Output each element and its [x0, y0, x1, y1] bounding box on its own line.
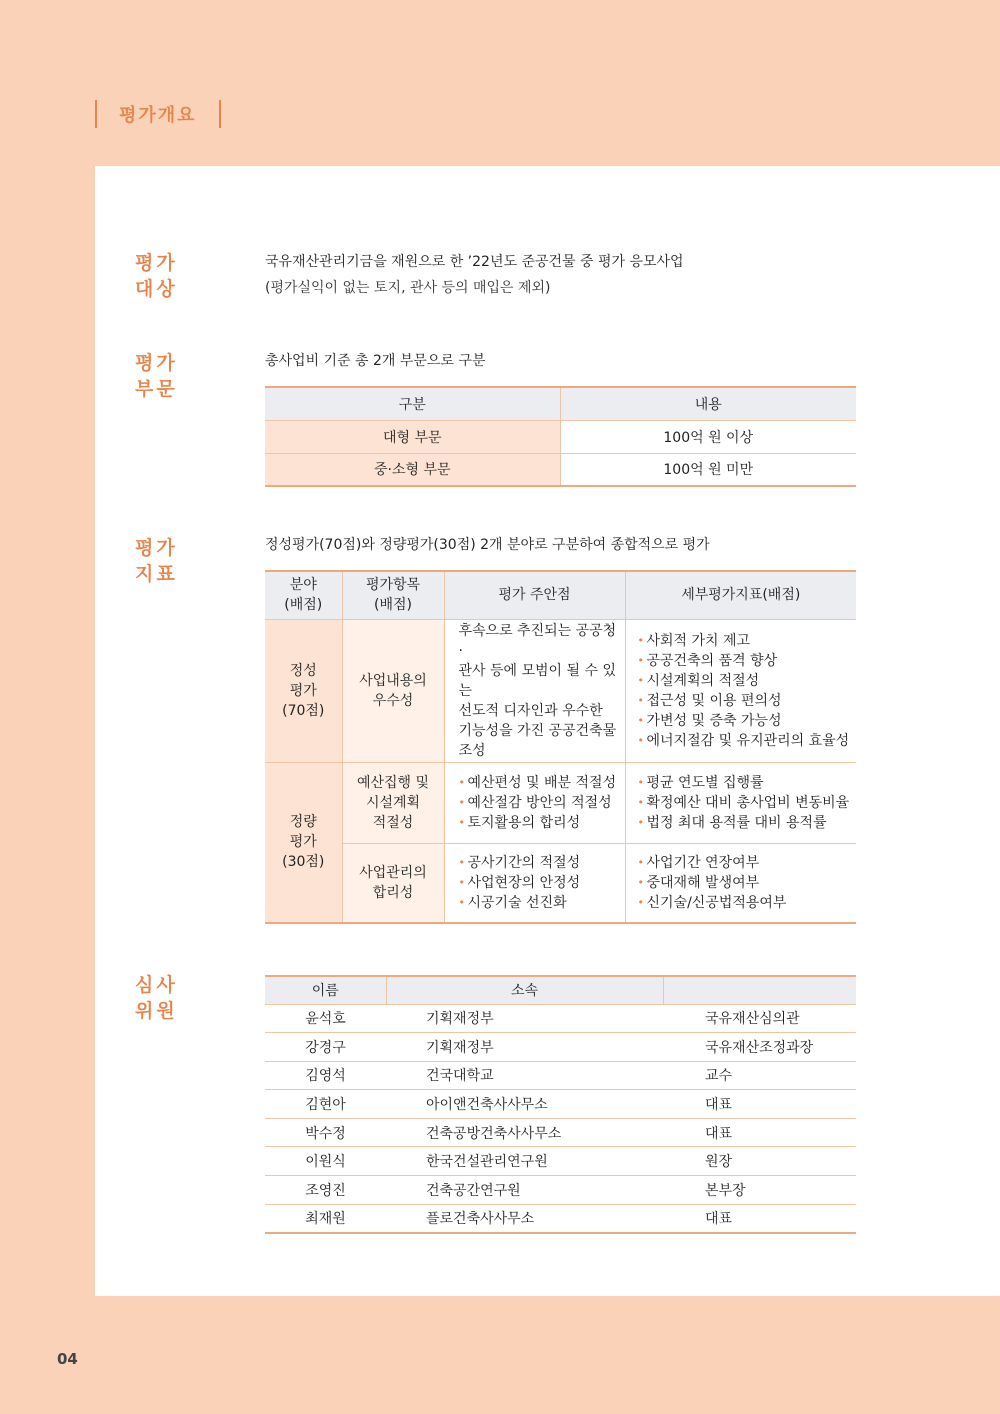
list-item: • 접근성 및 이용 편의성 — [638, 691, 857, 711]
item-line: 사업내용의 — [359, 672, 427, 689]
member-affiliation: 한국건설관리연구원 — [386, 1147, 663, 1176]
member-position: 국유재산심의관 — [663, 1004, 856, 1033]
indicator-list — [638, 773, 857, 833]
list-item: • 평균 연도별 집행률 — [638, 773, 857, 793]
target-label-line2: 대상 — [135, 278, 178, 300]
member-position: 대표 — [705, 1211, 733, 1228]
page-number: 04 — [57, 1350, 78, 1368]
header-cell: 소속 — [386, 976, 663, 1004]
header-left-bar — [95, 100, 97, 128]
note-cell — [444, 619, 625, 762]
member-position: 국유재산조정과장 — [663, 1033, 856, 1062]
member-name: 김영석 — [265, 1061, 386, 1090]
indicator-label-line1: 평가 — [135, 537, 178, 559]
header-line: 분야 — [289, 577, 317, 594]
indicator-label-line2: 지표 — [135, 563, 178, 585]
member-name: 박수정 — [265, 1118, 386, 1147]
division-criteria: 100억 원 미만 — [663, 462, 754, 479]
table-header-row — [265, 976, 856, 1004]
list-item: • 에너지절감 및 유지관리의 효율성 — [638, 731, 857, 751]
target-label-line1: 평가 — [135, 252, 178, 274]
note-line: 기능성을 가진 공공건축물 — [458, 722, 617, 739]
indicator-list — [638, 853, 857, 913]
table-row — [265, 1061, 856, 1090]
area-line: (70점) — [282, 702, 325, 719]
list-item: • 토지활용의 합리성 — [459, 813, 619, 833]
area-cell — [265, 762, 342, 923]
note-list — [459, 853, 619, 913]
list-item: • 사업기간 연장여부 — [638, 853, 857, 873]
committee-label-line1: 심사 — [135, 974, 178, 996]
indicator-list — [638, 631, 857, 751]
member-position: 원장 — [663, 1147, 856, 1176]
table-row — [265, 843, 856, 923]
table-row — [265, 1004, 856, 1033]
table-row — [265, 420, 856, 453]
header-cell: 내용 — [560, 387, 856, 420]
item-line: 예산집행 및 — [356, 774, 430, 791]
table-row — [265, 762, 856, 843]
header-title: 평가개요 — [119, 105, 197, 126]
committee-label-line2: 위원 — [135, 1000, 178, 1022]
target-description: 국유재산관리기금을 재원으로 한 ’22년도 준공건물 중 평가 응모사업 — [265, 254, 684, 270]
list-item: • 법정 최대 용적률 대비 용적률 — [638, 813, 857, 833]
member-name: 김현아 — [265, 1090, 386, 1119]
list-item: • 중대재해 발생여부 — [638, 873, 857, 893]
division-name: 대형 부문 — [265, 420, 560, 453]
list-item: • 예산절감 방안의 적절성 — [459, 793, 619, 813]
indicator-cell — [625, 619, 856, 762]
note-cell — [444, 762, 625, 843]
division-text: 총사업비 기준 총 2개 부문으로 구분 — [265, 353, 486, 369]
indicator-label — [135, 535, 178, 587]
note-cell — [444, 843, 625, 923]
indicator-table — [265, 570, 856, 924]
table-header-row — [265, 387, 856, 420]
indicator-cell — [625, 762, 856, 843]
member-name: 이원식 — [265, 1147, 386, 1176]
committee-label — [135, 972, 178, 1024]
item-cell — [342, 762, 444, 843]
member-name: 최재원 — [305, 1211, 346, 1228]
table-row — [265, 1176, 856, 1205]
header-cell — [342, 571, 444, 619]
table-row — [265, 619, 856, 762]
member-position: 대표 — [663, 1090, 856, 1119]
header-cell — [663, 976, 856, 1004]
member-position: 교수 — [663, 1061, 856, 1090]
list-item: • 신기술/신공법적용여부 — [638, 893, 857, 913]
header-cell: 이름 — [265, 976, 386, 1004]
target-exclusion-note: (평가실익이 없는 토지, 관사 등의 매입은 제외) — [265, 280, 551, 296]
header-line: (배점) — [374, 597, 412, 614]
item-cell — [342, 619, 444, 762]
list-item: • 시설계획의 적절성 — [638, 671, 857, 691]
target-label — [135, 250, 178, 302]
note-line: 관사 등에 모범이 될 수 있는 — [458, 662, 616, 699]
division-label-line1: 평가 — [135, 352, 178, 374]
area-line: 정량 — [289, 814, 317, 831]
header-cell: 구분 — [265, 387, 560, 420]
list-item: • 확정예산 대비 총사업비 변동비율 — [638, 793, 857, 813]
item-line: 시설계획 — [365, 794, 421, 811]
note-line: 조성 — [458, 742, 486, 759]
header-line: 세부평가지표(배점) — [681, 587, 801, 604]
area-cell — [265, 619, 342, 762]
table-row — [265, 453, 856, 486]
list-item: • 사업현장의 안정성 — [459, 873, 619, 893]
member-affiliation: 아이앤건축사사무소 — [386, 1090, 663, 1119]
member-name: 윤석호 — [265, 1004, 386, 1033]
table-row — [265, 1204, 856, 1233]
list-item: • 공사기간의 적절성 — [459, 853, 619, 873]
header-right-bar — [219, 100, 221, 128]
item-line: 합리성 — [372, 884, 414, 901]
table-row — [265, 1033, 856, 1062]
item-line: 적절성 — [372, 814, 414, 831]
list-item: • 가변성 및 증축 가능성 — [638, 711, 857, 731]
header-cell — [444, 571, 625, 619]
note-line: 선도적 디자인과 우수한 — [458, 702, 603, 719]
table-row — [265, 1118, 856, 1147]
member-name: 조영진 — [265, 1176, 386, 1205]
member-affiliation: 기획재정부 — [386, 1004, 663, 1033]
header-line: (배점) — [284, 597, 323, 614]
committee-table — [265, 975, 856, 1234]
indicator-cell — [625, 843, 856, 923]
division-name: 중·소형 부문 — [265, 453, 560, 486]
header-cell — [625, 571, 856, 619]
member-affiliation: 건축공방건축사사무소 — [386, 1118, 663, 1147]
member-affiliation: 건국대학교 — [386, 1061, 663, 1090]
table-row — [265, 1147, 856, 1176]
division-criteria: 100억 원 이상 — [560, 420, 856, 453]
list-item: • 예산편성 및 배분 적절성 — [459, 773, 619, 793]
item-line: 사업관리의 — [359, 864, 427, 881]
area-line: 평가 — [289, 682, 317, 699]
member-position: 본부장 — [663, 1176, 856, 1205]
indicator-text: 정성평가(70점)와 정량평가(30점) 2개 분야로 구분하여 종합적으로 평가 — [265, 537, 710, 553]
area-line: (30점) — [282, 854, 325, 871]
target-text — [265, 249, 684, 301]
header-line: 평가 주안점 — [498, 587, 571, 604]
area-line: 정성 — [289, 662, 317, 679]
area-line: 평가 — [289, 834, 317, 851]
member-affiliation: 건축공간연구원 — [386, 1176, 663, 1205]
member-affiliation: 기획재정부 — [386, 1033, 663, 1062]
table-row — [265, 1090, 856, 1119]
list-item: • 사회적 가치 제고 — [638, 631, 857, 651]
section-header — [95, 100, 221, 128]
content-panel — [95, 166, 1000, 1296]
division-label — [135, 350, 178, 402]
division-label-line2: 부문 — [135, 378, 178, 400]
item-line: 우수성 — [372, 692, 414, 709]
division-table — [265, 386, 856, 487]
member-position: 대표 — [663, 1118, 856, 1147]
list-item: • 시공기술 선진화 — [459, 893, 619, 913]
header-cell — [265, 571, 342, 619]
member-affiliation: 플로건축사사무소 — [426, 1211, 535, 1228]
table-header-row — [265, 571, 856, 619]
note-list — [459, 773, 619, 833]
member-name: 강경구 — [265, 1033, 386, 1062]
list-item: • 공공건축의 품격 향상 — [638, 651, 857, 671]
item-cell — [342, 843, 444, 923]
note-line: 후속으로 추진되는 공공청· — [458, 622, 617, 659]
header-line: 평가항목 — [365, 577, 421, 594]
